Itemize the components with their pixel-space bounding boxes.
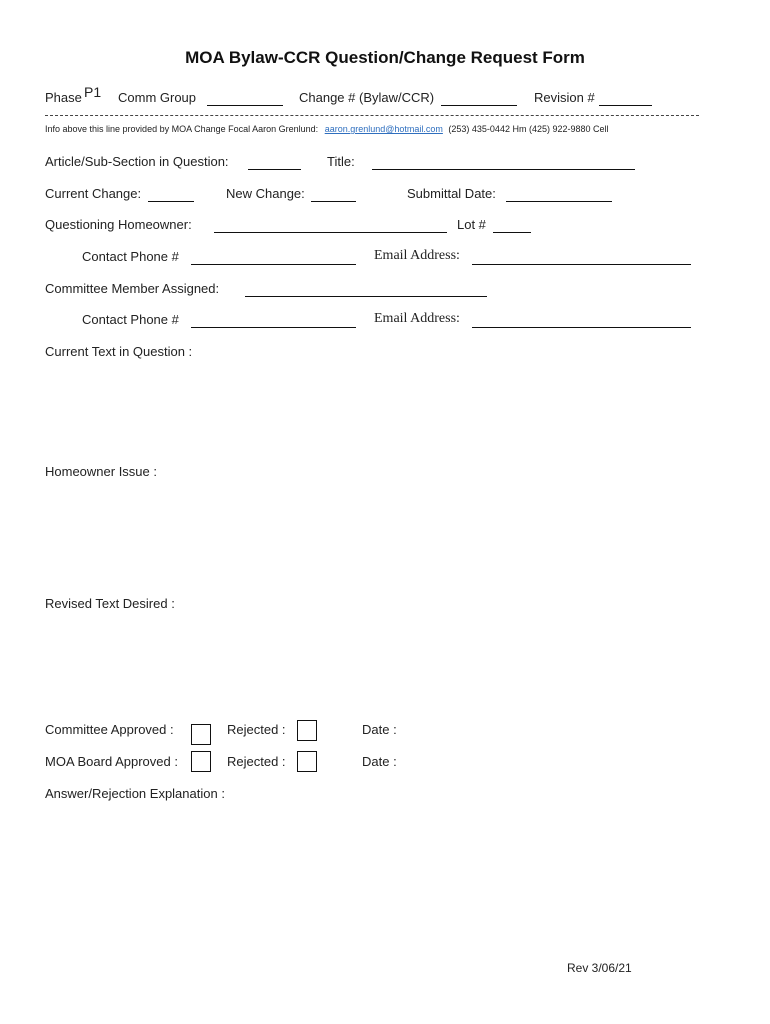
- committee-email-label: Email Address:: [374, 311, 460, 326]
- homeowner-contact-phone-label: Contact Phone #: [82, 249, 179, 264]
- article-field[interactable]: [248, 169, 301, 170]
- board-rejected-checkbox[interactable]: [297, 751, 317, 772]
- title-label: Title:: [327, 154, 355, 169]
- revised-text-area[interactable]: [45, 616, 695, 712]
- new-change-field[interactable]: [311, 201, 356, 202]
- committee-rejected-checkbox[interactable]: [297, 720, 317, 741]
- info-text: Info above this line provided by MOA Change Focal Aaron Grenlund:: [45, 124, 319, 134]
- comm-group-label: Comm Group: [118, 90, 197, 105]
- title-field[interactable]: [372, 169, 635, 170]
- revision-field[interactable]: [599, 105, 652, 106]
- committee-approved-label: Committee Approved :: [45, 722, 174, 737]
- homeowner-email-label: Email Address:: [374, 248, 460, 263]
- article-label: Article/Sub-Section in Question:: [45, 154, 229, 169]
- homeowner-email-field[interactable]: [472, 264, 691, 265]
- phase-value[interactable]: P1: [84, 84, 102, 100]
- current-change-label: Current Change:: [45, 186, 142, 201]
- homeowner-contact-phone-field[interactable]: [191, 264, 356, 265]
- committee-approved-checkbox[interactable]: [191, 724, 211, 745]
- committee-member-label: Committee Member Assigned:: [45, 281, 220, 296]
- separator-line: [45, 115, 699, 116]
- comm-group-field[interactable]: [207, 105, 283, 106]
- board-approved-checkbox[interactable]: [191, 751, 211, 772]
- revision-date-footer: Rev 3/06/21: [567, 961, 632, 975]
- current-text-label: Current Text in Question :: [45, 344, 193, 359]
- board-approved-label: MOA Board Approved :: [45, 754, 178, 769]
- board-rejected-label: Rejected :: [227, 754, 286, 769]
- board-date-label: Date :: [362, 754, 397, 769]
- committee-member-field[interactable]: [245, 296, 487, 297]
- submittal-date-label: Submittal Date:: [407, 186, 496, 201]
- current-text-area[interactable]: [45, 364, 695, 454]
- answer-explanation-label: Answer/Rejection Explanation :: [45, 786, 225, 801]
- lot-field[interactable]: [493, 232, 531, 233]
- form-title: MOA Bylaw-CCR Question/Change Request Form: [185, 48, 585, 67]
- current-change-field[interactable]: [148, 201, 194, 202]
- revised-text-label: Revised Text Desired :: [45, 596, 175, 611]
- homeowner-issue-area[interactable]: [45, 484, 695, 588]
- committee-contact-phone-field[interactable]: [191, 327, 356, 328]
- info-email-link[interactable]: aaron.grenlund@hotmail.com: [324, 124, 443, 134]
- homeowner-issue-label: Homeowner Issue :: [45, 464, 157, 479]
- answer-explanation-area[interactable]: [45, 806, 695, 946]
- committee-email-field[interactable]: [472, 327, 691, 328]
- info-row: [45, 124, 609, 134]
- committee-date-label: Date :: [362, 722, 397, 737]
- committee-rejected-label: Rejected :: [227, 722, 286, 737]
- change-number-field[interactable]: [441, 105, 517, 106]
- change-number-label: Change # (Bylaw/CCR): [299, 90, 435, 105]
- lot-label: Lot #: [457, 217, 486, 232]
- new-change-label: New Change:: [226, 186, 305, 201]
- info-phones: (253) 435-0442 Hm (425) 922-9880 Cell: [448, 124, 609, 134]
- committee-contact-phone-label: Contact Phone #: [82, 312, 179, 327]
- phase-label: Phase: [45, 90, 82, 105]
- homeowner-label: Questioning Homeowner:: [45, 217, 192, 232]
- revision-label: Revision #: [534, 90, 595, 105]
- homeowner-field[interactable]: [214, 232, 447, 233]
- submittal-date-field[interactable]: [506, 201, 612, 202]
